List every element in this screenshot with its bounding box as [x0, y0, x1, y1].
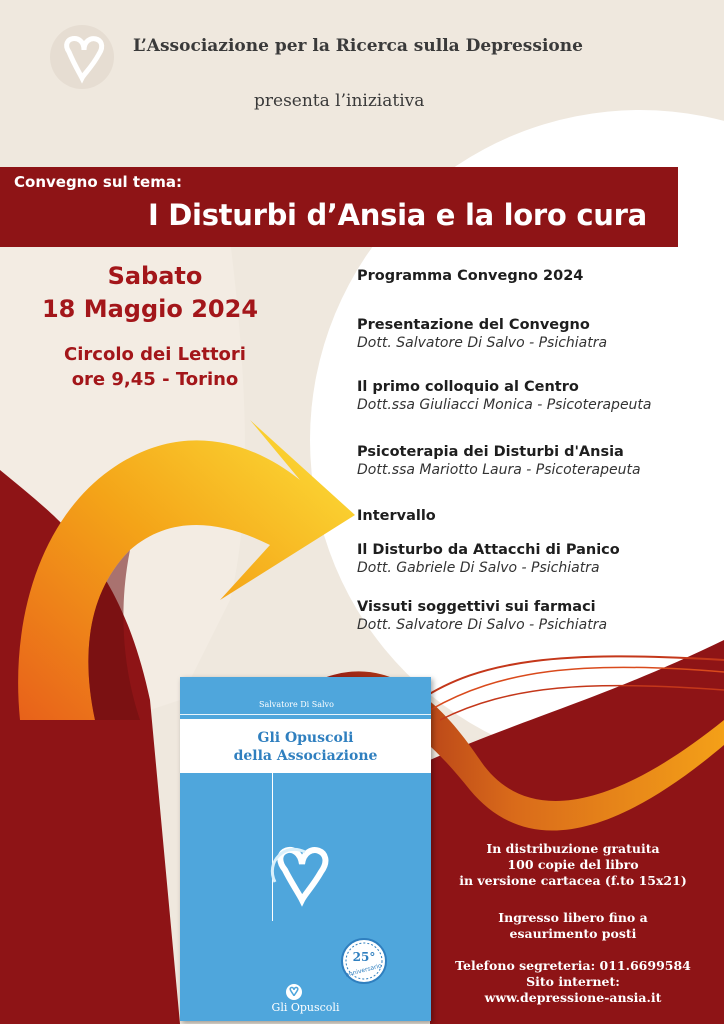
talk-title: Psicoterapia dei Disturbi d'Ansia — [357, 444, 624, 460]
talk-speaker: Dott. Gabriele Di Salvo - Psichiatra — [357, 560, 600, 576]
entry-info — [428, 910, 718, 942]
heart-logo-icon — [44, 22, 124, 92]
talk-title: Vissuti soggettivi sui farmaci — [357, 599, 596, 615]
distribution-info — [428, 841, 718, 889]
organization-name: L’Associazione per la Ricerca sulla Depressione — [133, 36, 583, 56]
info-line: Ingresso libero fino a — [498, 910, 648, 925]
talk-speaker: Dott. Salvatore Di Salvo - Psichiatra — [357, 617, 608, 633]
anniversary-seal-icon — [340, 937, 388, 985]
program-item — [357, 541, 620, 577]
small-heart-logo-icon — [284, 983, 304, 1001]
talk-speaker: Dott.ssa Giuliacci Monica - Psicoterapeuta — [357, 397, 652, 413]
info-line: 100 copie del libro — [507, 857, 639, 872]
event-day: Sabato — [107, 262, 203, 290]
info-line: In distribuzione gratuita — [486, 841, 660, 856]
talk-title: Il primo colloquio al Centro — [357, 379, 579, 395]
talk-title: Presentazione del Convegno — [357, 317, 590, 333]
site-label: Sito internet: — [526, 974, 620, 989]
contact-info — [428, 958, 718, 1006]
book-footer: Gli Opuscoli — [271, 1001, 340, 1014]
info-line: in versione cartacea (f.to 15x21) — [459, 873, 687, 888]
event-title: I Disturbi d’Ansia e la loro cura — [148, 198, 647, 232]
program-item — [357, 316, 607, 352]
event-date: 18 Maggio 2024 — [41, 295, 259, 323]
program-break: Intervallo — [357, 508, 436, 524]
seal-text: anniversario — [344, 962, 383, 979]
program-item — [357, 598, 607, 634]
program-item — [357, 378, 652, 414]
book-divider — [180, 714, 431, 715]
talk-speaker: Dott.ssa Mariotto Laura - Psicoterapeuta — [357, 462, 641, 478]
book-title — [180, 729, 431, 765]
website-link[interactable]: www.depressione-ansia.it — [484, 990, 662, 1005]
seal-number: 25° — [352, 950, 376, 964]
program-title: Programma Convegno 2024 — [357, 268, 584, 284]
banner-subtitle: Convegno sul tema: — [14, 173, 182, 191]
info-line: esaurimento posti — [509, 926, 637, 941]
phone-number: Telefono segreteria: 011.6699584 — [455, 958, 691, 973]
book-title-line2: della Associazione — [233, 748, 378, 764]
book-cover — [180, 677, 431, 1021]
event-time-place: ore 9,45 - Torino — [71, 369, 239, 390]
book-title-line1: Gli Opuscoli — [257, 730, 354, 746]
program-item — [357, 443, 641, 479]
presenta-text: presenta l’iniziativa — [254, 91, 425, 111]
talk-speaker: Dott. Salvatore Di Salvo - Psichiatra — [357, 335, 608, 351]
talk-title: Il Disturbo da Attacchi di Panico — [357, 542, 620, 558]
event-venue: Circolo dei Lettori — [64, 344, 246, 365]
book-author: Salvatore Di Salvo — [259, 700, 334, 709]
heart-logo-icon — [255, 832, 350, 912]
